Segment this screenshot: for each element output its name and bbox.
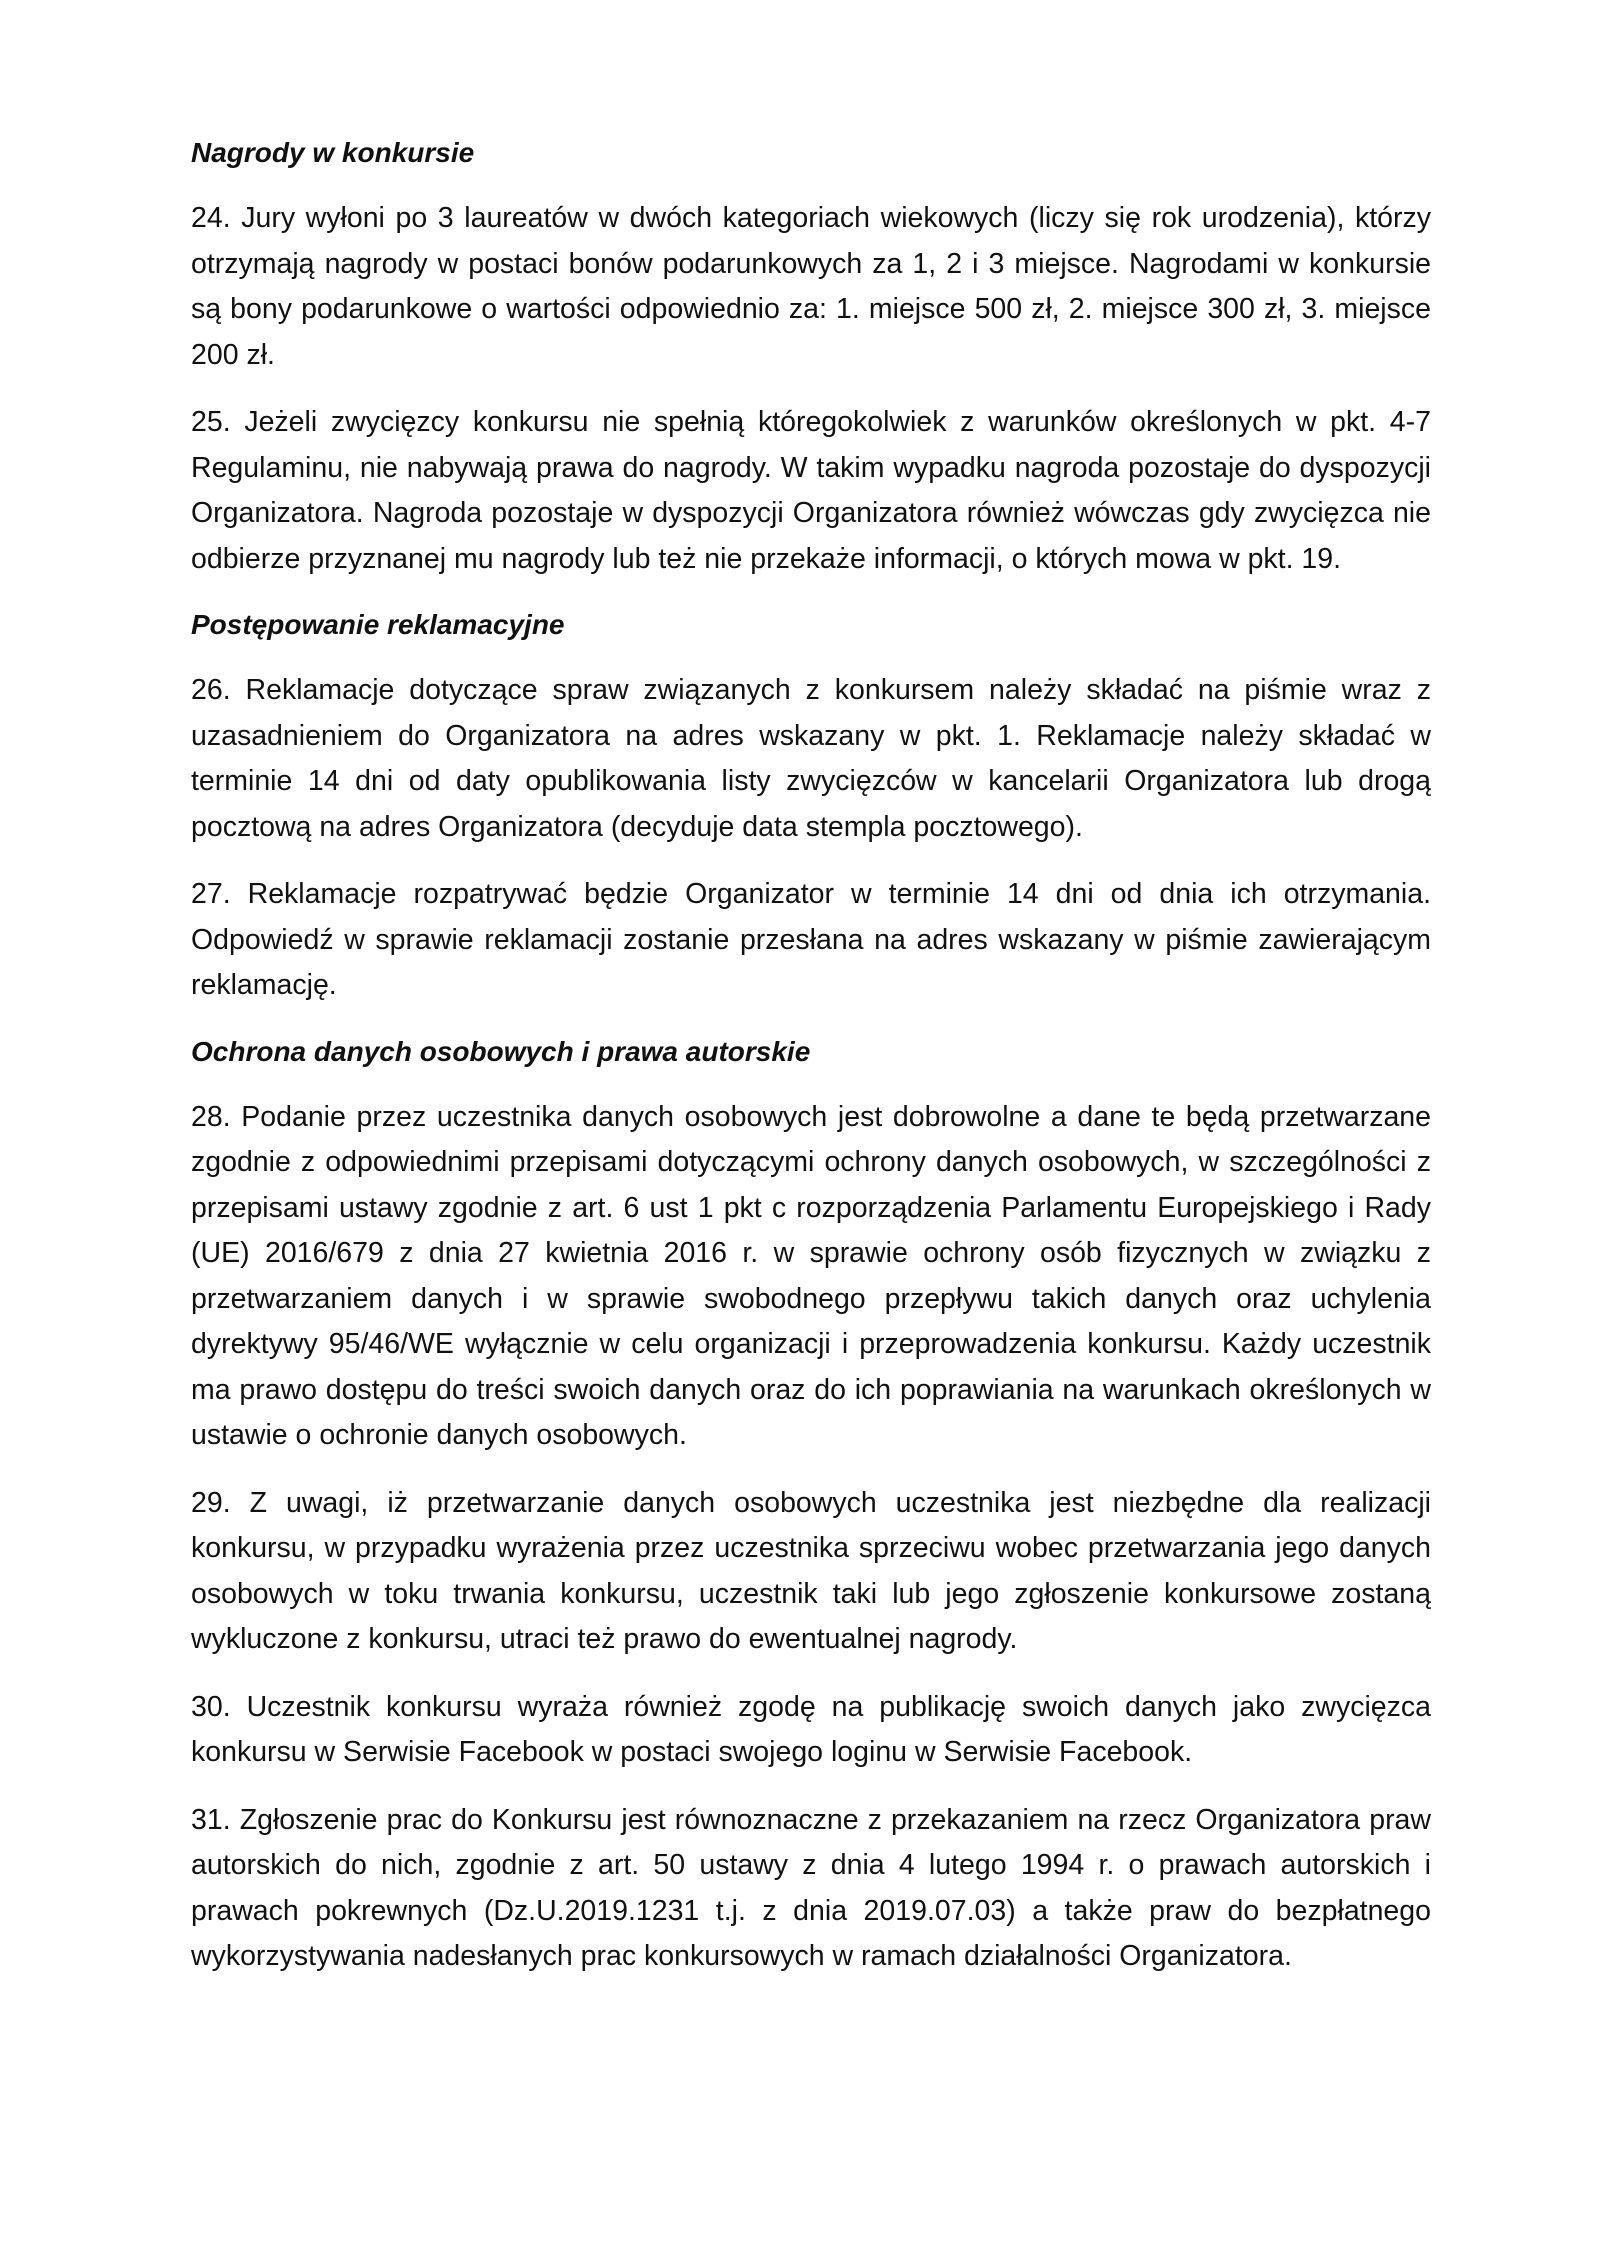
paragraph-29: 29. Z uwagi, iż przetwarzanie danych osobowych uczestnika jest niezbędne dla realizacji konkursu, w przypadku wyrażenia przez uczestnika sprzeciwu wobec przetwarzania jego danych osobowych w toku trwania konkursu, uczestnik taki lub jego zgłoszenie konkursowe zostaną wykluczone z konkursu, utraci też prawo do ewentualnej nagrody. [191,1486,1431,1655]
paragraph-26: 26. Reklamacje dotyczące spraw związanych z konkursem należy składać na piśmie wraz z uzasadnieniem do Organizatora na adres wskazany w pkt. 1. Reklamacje należy składać w terminie 14 dni od daty opublikowania listy zwycięzców w kancelarii Organizatora lub drogą pocztową na adres Organizatora (decyduje data stempla pocztowego). [191,674,1431,843]
paragraph-28: 28. Podanie przez uczestnika danych osobowych jest dobrowolne a dane te będą przetwarzane zgodnie z odpowiednimi przepisami dotyczącymi ochrony danych osobowych, w szczególności z przepisami ustawy zgodnie z art. 6 ust 1 pkt c rozporządzenia Parlamentu Europejskiego i Rady (UE) 2016/679 z dnia 27 kwietnia 2016 r. w sprawie ochrony osób fizycznych w związku z przetwarzaniem danych i w sprawie swobodnego przepływu takich danych oraz uchylenia dyrektywy 95/46/WE wyłącznie w celu organizacji i przeprowadzenia konkursu. Każdy uczestnik ma prawo dostępu do treści swoich danych oraz do ich poprawiania na warunkach określonych w ustawie o ochronie danych osobowych. [191,1100,1431,1451]
paragraph-25: 25. Jeżeli zwycięzcy konkursu nie spełnią któregokolwiek z warunków określonych w pkt. 4-7 Regulaminu, nie nabywają prawa do nagrody. W takim wypadku nagroda pozostaje do dyspozycji Organizatora. Nagroda pozostaje w dyspozycji Organizatora również wówczas gdy zwycięzca nie odbierze przyznanej mu nagrody lub też nie przekaże informacji, o których mowa w pkt. 19. [191,406,1431,575]
paragraph-24: 24. Jury wyłoni po 3 laureatów w dwóch kategoriach wiekowych (liczy się rok urodzenia), którzy otrzymają nagrody w postaci bonów podarunkowych za 1, 2 i 3 miejsce. Nagrodami w konkursie są bony podarunkowe o wartości odpowiednio za: 1. miejsce 500 zł, 2. miejsce 300 zł, 3. miejsce 200 zł. [191,202,1431,371]
paragraph-31: 31. Zgłoszenie prac do Konkursu jest równoznaczne z przekazaniem na rzecz Organizatora praw autorskich do nich, zgodnie z art. 50 ustawy z dnia 4 lutego 1994 r. o prawach autorskich i prawach pokrewnych (Dz.U.2019.1231 t.j. z dnia 2019.07.03) a także praw do bezpłatnego wykorzystywania nadesłanych prac konkursowych w ramach działalności Organizatora. [191,1803,1431,1972]
paragraph-30: 30. Uczestnik konkursu wyraża również zgodę na publikację swoich danych jako zwycięzca konkursu w Serwisie Facebook w postaci swojego loginu w Serwisie Facebook. [191,1690,1431,1768]
section-heading-data-protection: Ochrona danych osobowych i prawa autorskie [191,1035,811,1067]
section-heading-prizes: Nagrody w konkursie [191,137,475,168]
paragraph-27: 27. Reklamacje rozpatrywać będzie Organizator w terminie 14 dni od dnia ich otrzymania. Odpowiedź w sprawie reklamacji zostanie przesłana na adres wskazany w piśmie zawierającym reklamację. [191,878,1431,1001]
section-heading-complaints: Postępowanie reklamacyjne [191,609,565,640]
document-page [191,132,1431,2002]
